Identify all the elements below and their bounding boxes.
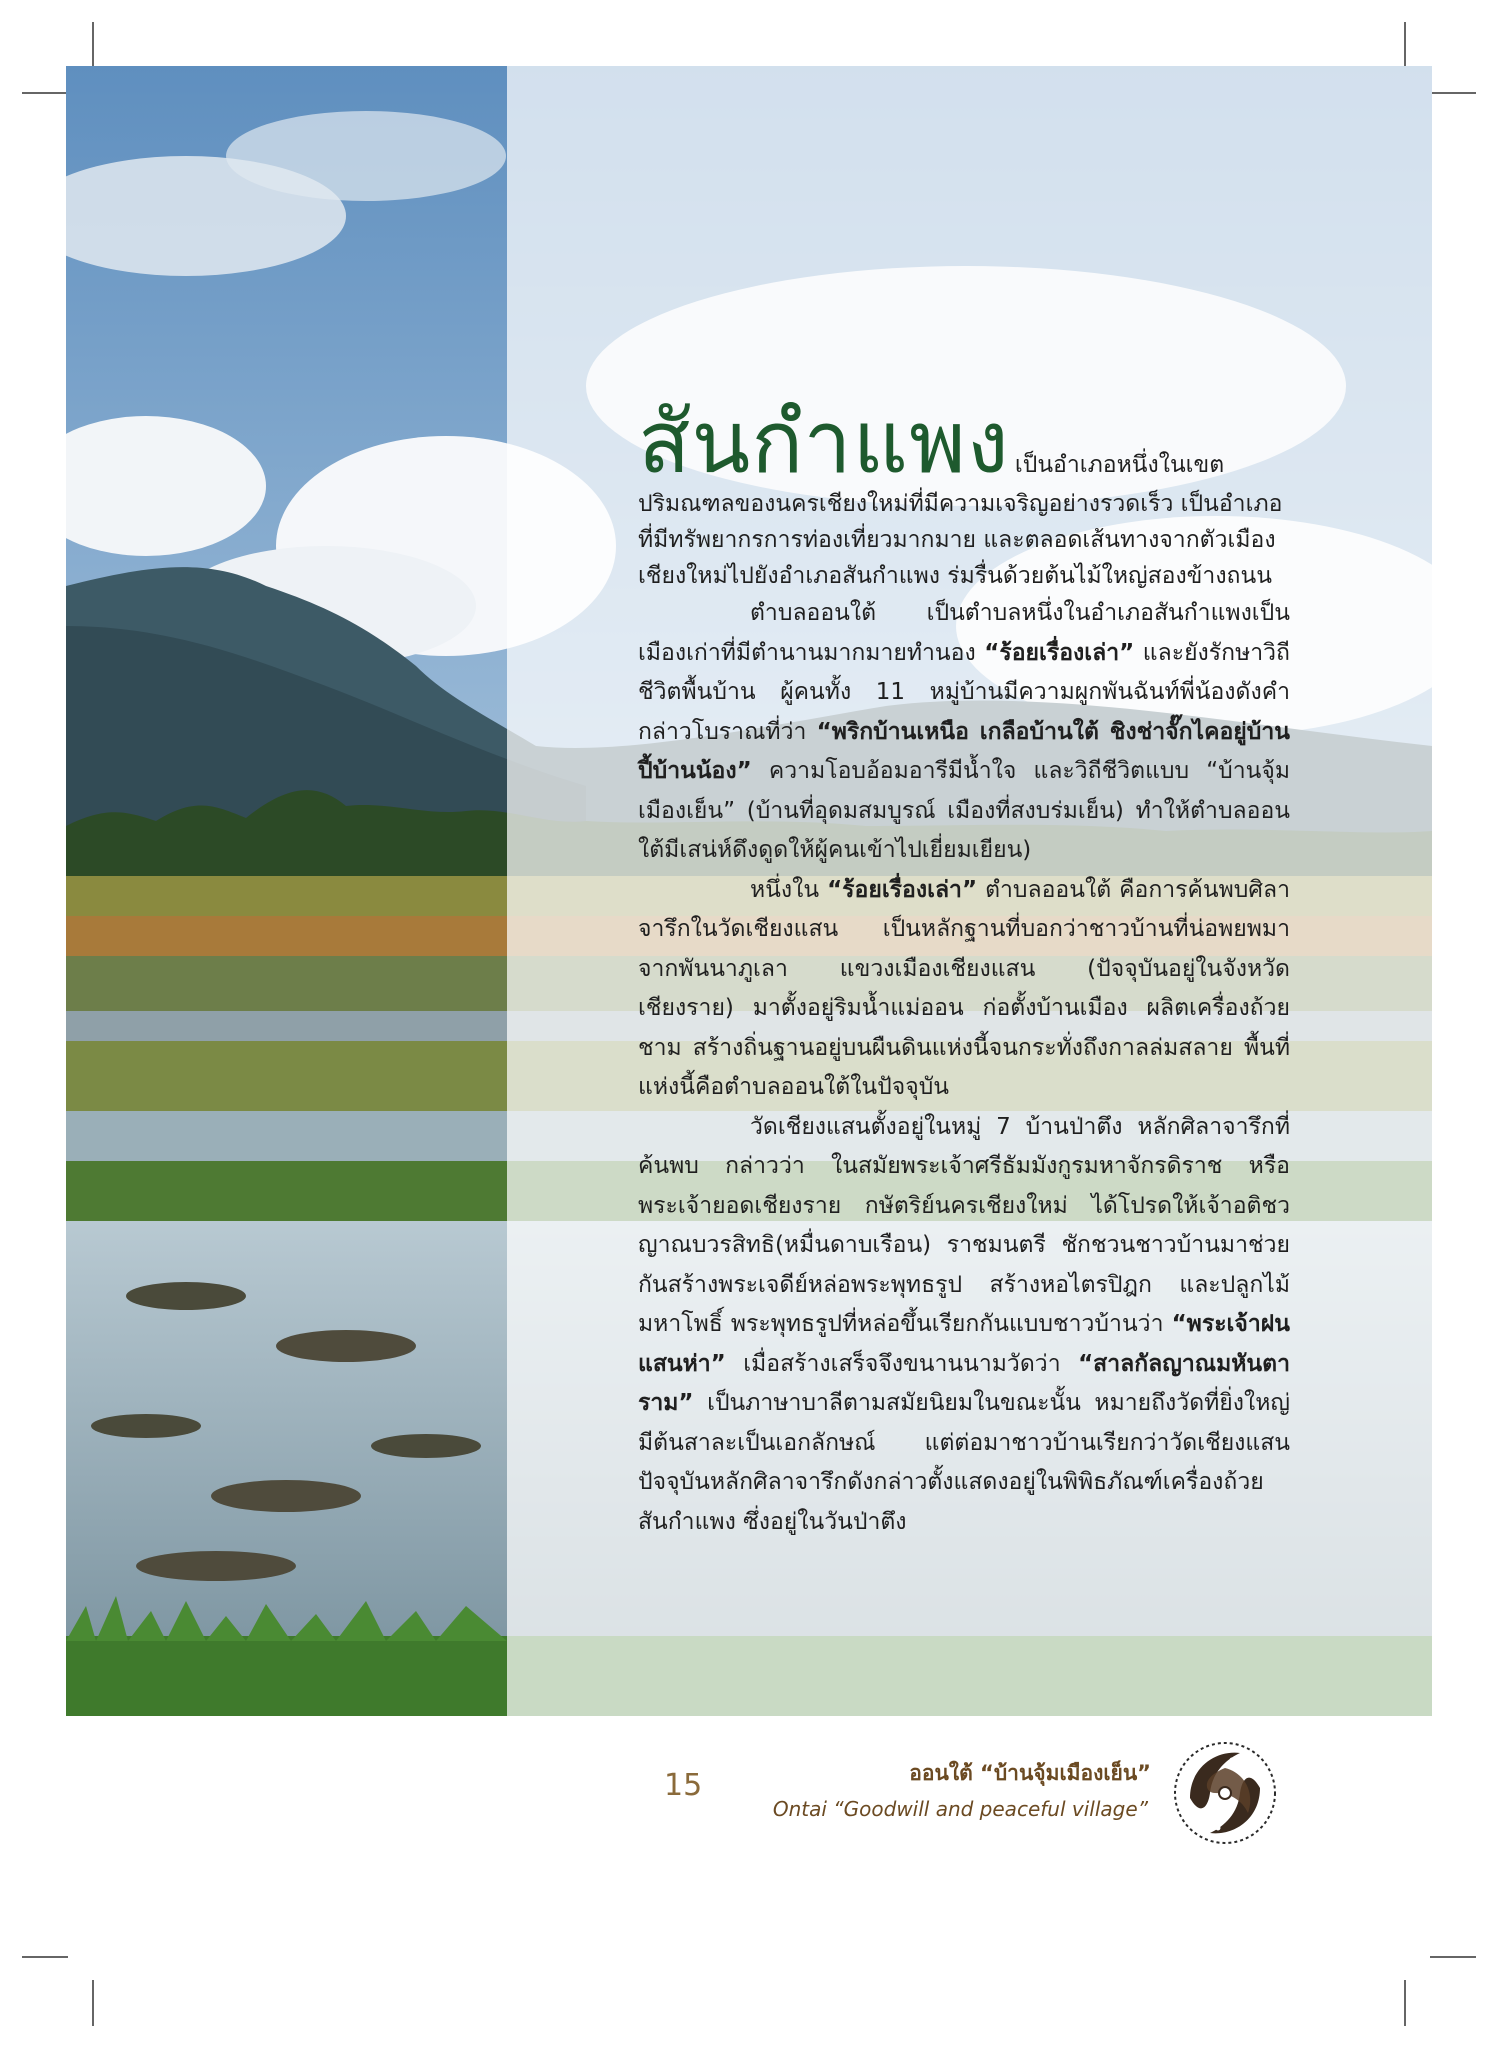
text-span: เป็นภาษาบาลีตามสมัยนิยมในขณะนั้น หมายถึงวัดที่ยิ่งใหญ่มีต้นสาละเป็นเอกลักษณ์ แต่ต่อมาชาวบ้านเรียกว่าวัดเชียงแสน ปัจจุบันหลักศิลาจารึกดังกล่าวตั้งแสดงอยู่ในพิพิธภัณฑ์เครื่องถ้วยสันกำแพง ซึ่งอยู่ในวันป่าตึง (638, 1390, 1290, 1535)
paragraph-4 (638, 1108, 1290, 1543)
crop-mark (22, 92, 68, 94)
footer-title-thai: ออนใต้ “บ้านจุ้มเมืองเย็น” (909, 1761, 1151, 1785)
bold-text: “ร้อยเรื่องเล่า” (827, 876, 978, 903)
paragraph-2 (638, 594, 1290, 871)
bold-text: “สาลกัลญาณมหันตาราม” (638, 1350, 1290, 1416)
text-span: หนึ่งใน (750, 876, 828, 903)
crop-mark (1430, 92, 1476, 94)
article-title: สันกำแพง (638, 393, 1010, 493)
paragraph-3 (638, 871, 1290, 1108)
lead-text: เป็นอำเภอหนึ่งในเขตปริมณฑลของนครเชียงใหม่ที่มีความเจริญอย่างรวดเร็ว เป็นอำเภอที่มีทรัพยากรการท่องเที่ยวมากมาย และตลอดเส้นทางจากตัวเมืองเชียงใหม่ไปยังอำเภอสันกำแพง ร่มรื่นด้วยต้นไม้ใหญ่สองข้างถนน (638, 452, 1283, 589)
crop-mark (92, 1980, 94, 2026)
text-span: ตำบลออนใต้ เป็นตำบลหนึ่งในอำเภอสันกำแพงเป็นเมืองเก่าที่มีตำนานมากมายทำนอง (638, 600, 1290, 666)
text-span: ตำบลออนใต้ คือการค้นพบศิลาจารึกในวัดเชียงแสน เป็นหลักฐานที่บอกว่าชาวบ้านที่น่อพยพมาจากพันนาภูเลา แขวงเมืองเชียงแสน (ปัจจุบันอยู่ในจังหวัดเชียงราย) มาตั้งอยู่ริมน้ำแม่ออน ก่อตั้งบ้านเมือง ผลิตเครื่องถ้วยชาม สร้างถิ่นฐานอยู่บนผืนดินแห่งนี้จนกระทั่งถึงกาลล่มสลาย พื้นที่แห่งนี้คือตำบลออนใต้ในปัจจุบัน (638, 876, 1290, 1100)
crop-mark (1404, 1980, 1406, 2026)
text-span: เมื่อสร้างเสร็จจึงขนานนามวัดว่า (725, 1350, 1079, 1377)
article-body (638, 393, 1291, 1542)
crop-mark (1404, 22, 1406, 68)
crop-mark (22, 1956, 68, 1958)
footer-title-english: Ontai “Goodwill and peaceful village” (772, 1797, 1148, 1821)
page-number: 15 (664, 1768, 703, 1803)
crop-mark (1430, 1956, 1476, 1958)
crop-mark (92, 22, 94, 68)
text-span: ความโอบอ้อมอารีมีน้ำใจ และวิถีชีวิตแบบ “บ้านจุ้มเมืองเย็น” (บ้านที่อุดมสมบูรณ์ เมืองที่สงบร่มเย็น) ทำให้ตำบลออนใต้มีเสน่ห์ดึงดูดให้ผู้คนเข้าไปเยี่ยมเยียน) (638, 758, 1290, 863)
text-span: และยังรักษาวิถีชีวิตพื้นบ้าน ผู้คนทั้ง 11 หมู่บ้านมีความผูกพันฉันท์พี่น้องดังคำกล่าวโบราณที่ว่า (638, 639, 1290, 745)
bold-text: “พริกบ้านเหนือ เกลือบ้านใต้ ชิงช่าจั๊กไคอยู่บ้านปี้บ้านน้อง” (638, 718, 1291, 784)
fish-circle-logo-icon (1170, 1738, 1280, 1848)
bold-text: “พระเจ้าฝนแสนห่า” (638, 1311, 1290, 1377)
text-span: วัดเชียงแสนตั้งอยู่ในหมู่ 7 บ้านป่าตึง หลักศิลาจารึกที่ค้นพบ กล่าวว่า ในสมัยพระเจ้าศรีธัมมังกูรมหาจักรดิราช หรือพระเจ้ายอดเชียงราย กษัตริย์นครเชียงใหม่ ได้โปรดให้เจ้าอติชวญาณบวรสิทธิ(หมื่นดาบเรือน) ราชมนตรี ชักชวนชาวบ้านมาช่วยกันสร้างพระเจดีย์หล่อพระพุทธรูป สร้างหอไตรปิฎก และปลูกไม้มหาโพธิ์ พระพุทธรูปที่หล่อขึ้นเรียกกันแบบชาวบ้านว่า (638, 1113, 1290, 1337)
bold-text: “ร้อยเรื่องเล่า” (984, 639, 1135, 666)
